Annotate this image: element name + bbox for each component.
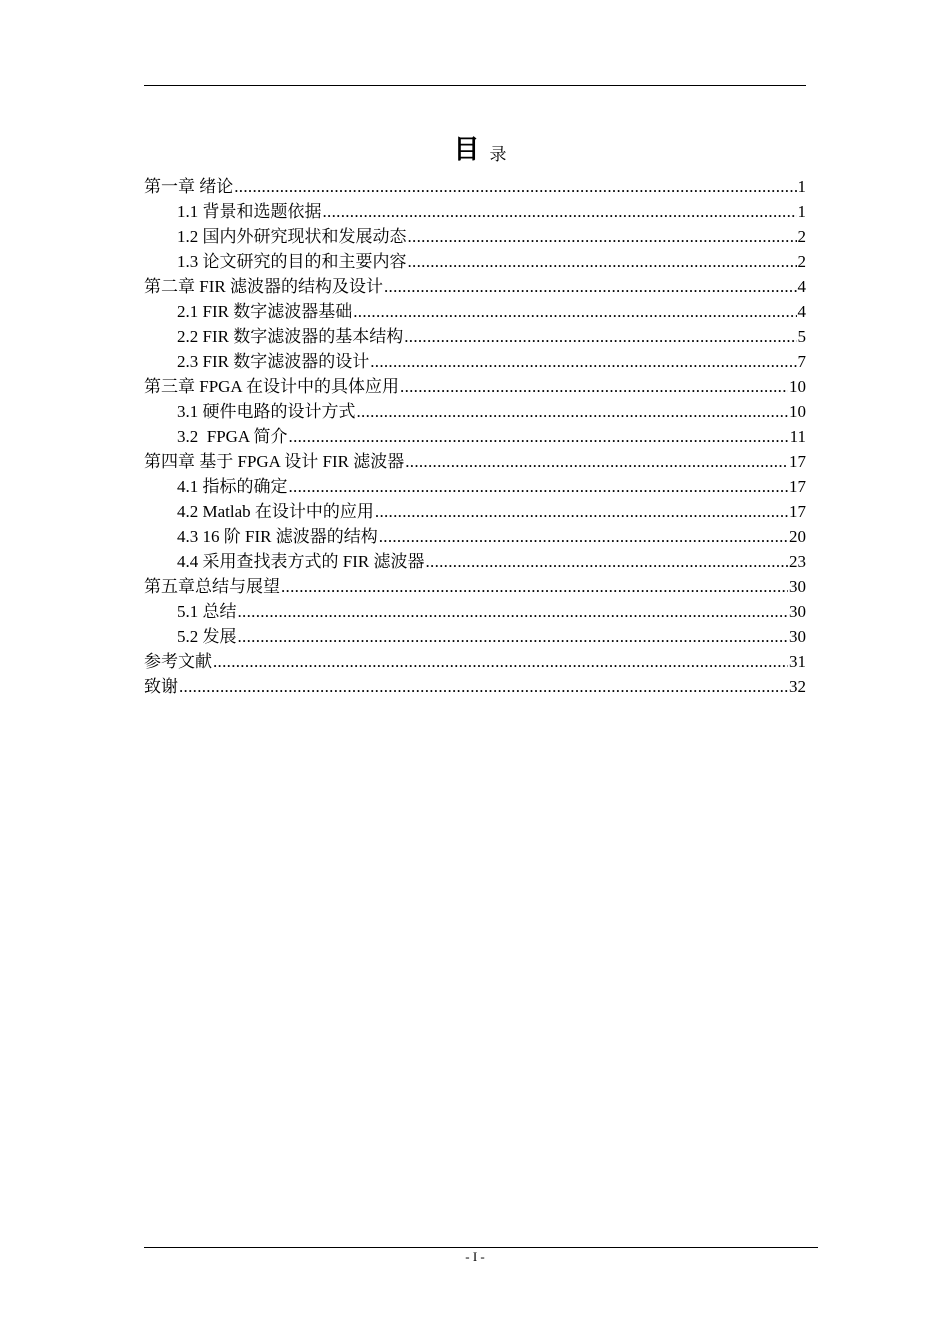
toc-leader-dots	[238, 624, 789, 649]
toc-entry-page: 4	[797, 302, 806, 321]
toc-leader-dots	[289, 474, 789, 499]
toc-entry-section-4-3[interactable]	[144, 524, 806, 549]
toc-leader-dots	[238, 599, 789, 624]
toc-leader-dots	[425, 549, 788, 574]
toc-entry-page: 7	[797, 352, 806, 371]
toc-entry-label: 第四章 基于 FPGA 设计 FIR 滤波器	[144, 452, 405, 471]
toc-entry-chapter-1[interactable]	[144, 174, 806, 199]
toc-entry-page: 4	[797, 277, 806, 296]
toc-entry-label: 4.3 16 阶 FIR 滤波器的结构	[177, 527, 378, 546]
toc-leader-dots	[408, 224, 797, 249]
toc-entry-page: 11	[789, 427, 806, 446]
toc-entry-section-2-1[interactable]	[144, 299, 806, 324]
toc-title	[0, 132, 950, 173]
toc-entry-page: 1	[797, 202, 806, 221]
toc-entry-label: 3.2 FPGA 简介	[177, 427, 288, 446]
toc-entry-section-2-2[interactable]	[144, 324, 806, 349]
toc-entry-section-1-3[interactable]	[144, 249, 806, 274]
toc-entry-label: 1.3 论文研究的目的和主要内容	[177, 252, 407, 271]
toc-leader-dots	[408, 249, 797, 274]
toc-entry-page: 5	[797, 327, 806, 346]
toc-entry-label: 致谢	[144, 677, 178, 696]
toc-entry-section-4-4[interactable]	[144, 549, 806, 574]
toc-entry-page: 17	[789, 452, 806, 471]
toc-entry-section-4-2[interactable]	[144, 499, 806, 524]
toc-entry-section-1-2[interactable]	[144, 224, 806, 249]
toc-title-secondary: 录	[489, 145, 507, 164]
toc-entry-section-5-1[interactable]	[144, 599, 806, 624]
toc-entry-label: 1.2 国内外研究现状和发展动态	[177, 227, 407, 246]
toc-entry-page: 31	[789, 652, 806, 671]
toc-entry-page: 17	[789, 502, 806, 521]
toc-entry-label: 第五章总结与展望	[144, 577, 280, 596]
toc-entry-page: 20	[789, 527, 806, 546]
toc-leader-dots	[384, 274, 797, 299]
toc-entry-page: 32	[789, 677, 806, 696]
toc-entry-chapter-2[interactable]	[144, 274, 806, 299]
toc-entry-section-1-1[interactable]	[144, 199, 806, 224]
toc-entry-chapter-3[interactable]	[144, 374, 806, 399]
toc-leader-dots	[370, 349, 796, 374]
toc-leader-dots	[400, 374, 788, 399]
toc-entry-page: 2	[797, 252, 806, 271]
toc-leader-dots	[289, 424, 789, 449]
toc-entry-page: 2	[797, 227, 806, 246]
toc-entry-section-3-2[interactable]	[144, 424, 806, 449]
toc-entry-label: 4.1 指标的确定	[177, 477, 288, 496]
toc-entry-page: 17	[789, 477, 806, 496]
toc-entry-chapter-4[interactable]	[144, 449, 806, 474]
toc-leader-dots	[379, 524, 788, 549]
toc-entry-chapter-5[interactable]	[144, 574, 806, 599]
toc-leader-dots	[281, 574, 788, 599]
toc-entry-page: 23	[789, 552, 806, 571]
toc-entry-section-3-1[interactable]	[144, 399, 806, 424]
toc-leader-dots	[234, 174, 796, 199]
toc-entry-page: 30	[789, 627, 806, 646]
toc-leader-dots	[375, 499, 788, 524]
toc-entry-label: 5.2 发展	[177, 627, 237, 646]
toc-entry-label: 2.3 FIR 数字滤波器的设计	[177, 352, 370, 371]
toc-entry-label: 4.4 采用查找表方式的 FIR 滤波器	[177, 552, 425, 571]
toc-entry-label: 2.2 FIR 数字滤波器的基本结构	[177, 327, 404, 346]
toc-leader-dots	[179, 674, 788, 699]
toc-leader-dots	[404, 324, 796, 349]
toc-entry-page: 10	[789, 377, 806, 396]
header-rule	[144, 85, 806, 86]
toc-entry-label: 3.1 硬件电路的设计方式	[177, 402, 356, 421]
toc-leader-dots	[405, 449, 788, 474]
toc-entry-label: 第三章 FPGA 在设计中的具体应用	[144, 377, 400, 396]
toc-title-main: 目	[453, 135, 480, 165]
toc-entry-page: 10	[789, 402, 806, 421]
toc-entry-section-2-3[interactable]	[144, 349, 806, 374]
page-number: - I -	[465, 1249, 485, 1264]
toc-entry-label: 5.1 总结	[177, 602, 237, 621]
toc-entry-references[interactable]	[144, 649, 806, 674]
toc-entry-label: 第一章 绪论	[144, 177, 234, 196]
toc-entry-acknowledgements[interactable]	[144, 674, 806, 699]
toc-entry-section-4-1[interactable]	[144, 474, 806, 499]
toc-entry-label: 第二章 FIR 滤波器的结构及设计	[144, 277, 383, 296]
toc-leader-dots	[323, 199, 797, 224]
toc-leader-dots	[357, 399, 789, 424]
toc-entry-label: 1.1 背景和选题依据	[177, 202, 322, 221]
toc-leader-dots	[353, 299, 796, 324]
toc-entry-page: 30	[789, 602, 806, 621]
toc-leader-dots	[213, 649, 788, 674]
table-of-contents	[144, 174, 806, 699]
toc-entry-section-5-2[interactable]	[144, 624, 806, 649]
toc-entry-label: 4.2 Matlab 在设计中的应用	[177, 502, 374, 521]
toc-entry-label: 2.1 FIR 数字滤波器基础	[177, 302, 353, 321]
toc-entry-page: 1	[797, 177, 806, 196]
toc-entry-page: 30	[789, 577, 806, 596]
toc-entry-label: 参考文献	[144, 652, 212, 671]
